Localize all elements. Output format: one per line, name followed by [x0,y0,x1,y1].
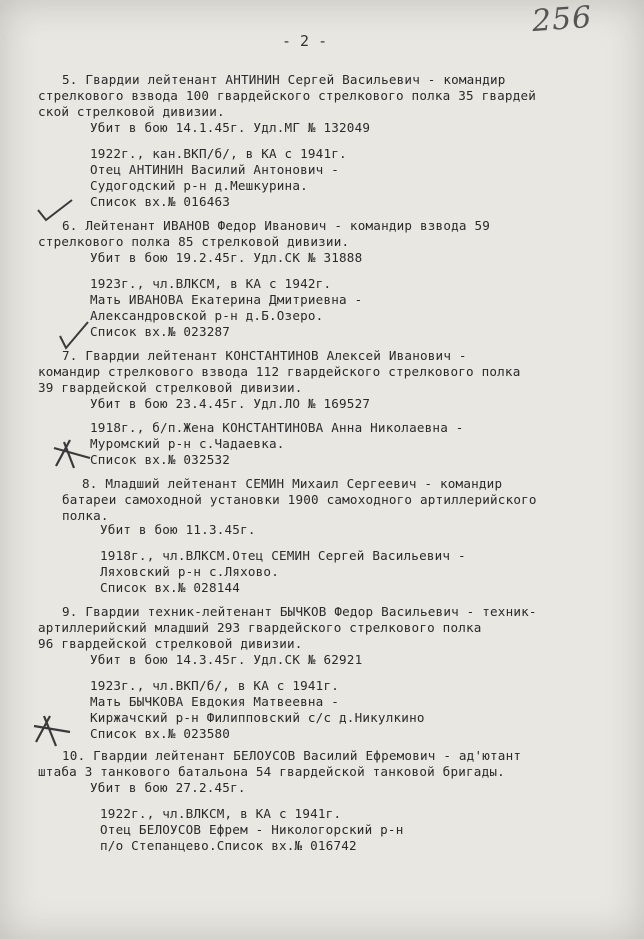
text-line: 1923г., чл.ВЛКСМ, в КА с 1942г. [90,276,332,291]
text-line: Убит в бою 11.3.45г. [100,522,256,537]
text-line: ской стрелковой дивизии. [38,104,225,119]
text-line: 6. Лейтенант ИВАНОВ Федор Иванович - командир взвода 59 [62,218,491,233]
text-line: командир стрелкового взвода 112 гвардейского стрелкового полка [38,364,521,379]
text-line: Убит в бою 27.2.45г. [90,780,246,795]
archive-sheet-number: 256 [530,0,594,40]
text-line: Список вх.№ 032532 [90,452,231,467]
page-number: - 2 - [282,32,328,50]
text-line: 7. Гвардии лейтенант КОНСТАНТИНОВ Алексей Иванович - [62,348,467,363]
text-line: стрелкового взвода 100 гвардейского стрелкового полка 35 гвардей [38,88,537,103]
text-line: Убит в бою 14.3.45г. Удл.СК № 62921 [90,652,363,667]
text-line: Убит в бою 23.4.45г. Удл.ЛО № 169527 [90,396,371,411]
text-line: Список вх.№ 023287 [90,324,231,339]
text-line: Отец БЕЛОУСОВ Ефрем - Никологорский р-н [100,822,404,837]
cross-mark-icon [30,712,74,748]
text-line: 96 гвардейской стрелковой дивизии. [38,636,303,651]
text-line: Муромский р-н с.Чадаевка. [90,436,285,451]
text-line: 9. Гвардии техник-лейтенант БЫЧКОВ Федор Васильевич - техник- [62,604,537,619]
text-line: 1918г., чл.ВЛКСМ.Отец СЕМИН Сергей Васильевич - [100,548,466,563]
checkmark-icon [36,198,76,224]
text-line: артиллерийский младший 293 гвардейского стрелкового полка [38,620,482,635]
text-line: Список вх.№ 023580 [90,726,231,741]
cross-mark-icon [50,436,94,472]
text-line: 39 гвардейской стрелковой дивизии. [38,380,303,395]
text-line: Мать ИВАНОВА Екатерина Дмитриевна - [90,292,363,307]
text-line: 8. Младший лейтенант СЕМИН Михаил Сергеевич - командир [82,476,503,491]
text-line: 10. Гвардии лейтенант БЕЛОУСОВ Василий Ефремович - ад'ютант [62,748,522,763]
text-line: Мать БЫЧКОВА Евдокия Матвеевна - [90,694,340,709]
text-line: Убит в бою 14.1.45г. Удл.МГ № 132049 [90,120,371,135]
text-line: батареи самоходной установки 1900 самоходного артиллерийского [62,492,537,507]
text-line: п/о Степанцево.Список вх.№ 016742 [100,838,357,853]
text-line: Судогодский р-н д.Мешкурина. [90,178,308,193]
text-line: 5. Гвардии лейтенант АНТИНИН Сергей Васильевич - командир [62,72,506,87]
text-line: Александровской р-н д.Б.Озеро. [90,308,324,323]
text-line: 1922г., чл.ВЛКСМ, в КА с 1941г. [100,806,342,821]
text-line: штаба 3 танкового батальона 54 гвардейской танковой бригады. [38,764,505,779]
text-line: Убит в бою 19.2.45г. Удл.СК № 31888 [90,250,363,265]
text-line: полка. [62,508,109,523]
text-line: Список вх.№ 028144 [100,580,241,595]
text-line: 1923г., чл.ВКП/б/, в КА с 1941г. [90,678,340,693]
text-line: 1918г., б/п.Жена КОНСТАНТИНОВА Анна Николаевна - [90,420,464,435]
text-line: 1922г., кан.ВКП/б/, в КА с 1941г. [90,146,347,161]
text-line: стрелкового полка 85 стрелковой дивизии. [38,234,350,249]
text-line: Список вх.№ 016463 [90,194,231,209]
text-line: Киржачский р-н Филипповский с/с д.Никулкино [90,710,425,725]
checkmark-icon [58,320,90,350]
text-line: Ляховский р-н с.Ляхово. [100,564,279,579]
text-line: Отец АНТИНИН Василий Антонович - [90,162,340,177]
